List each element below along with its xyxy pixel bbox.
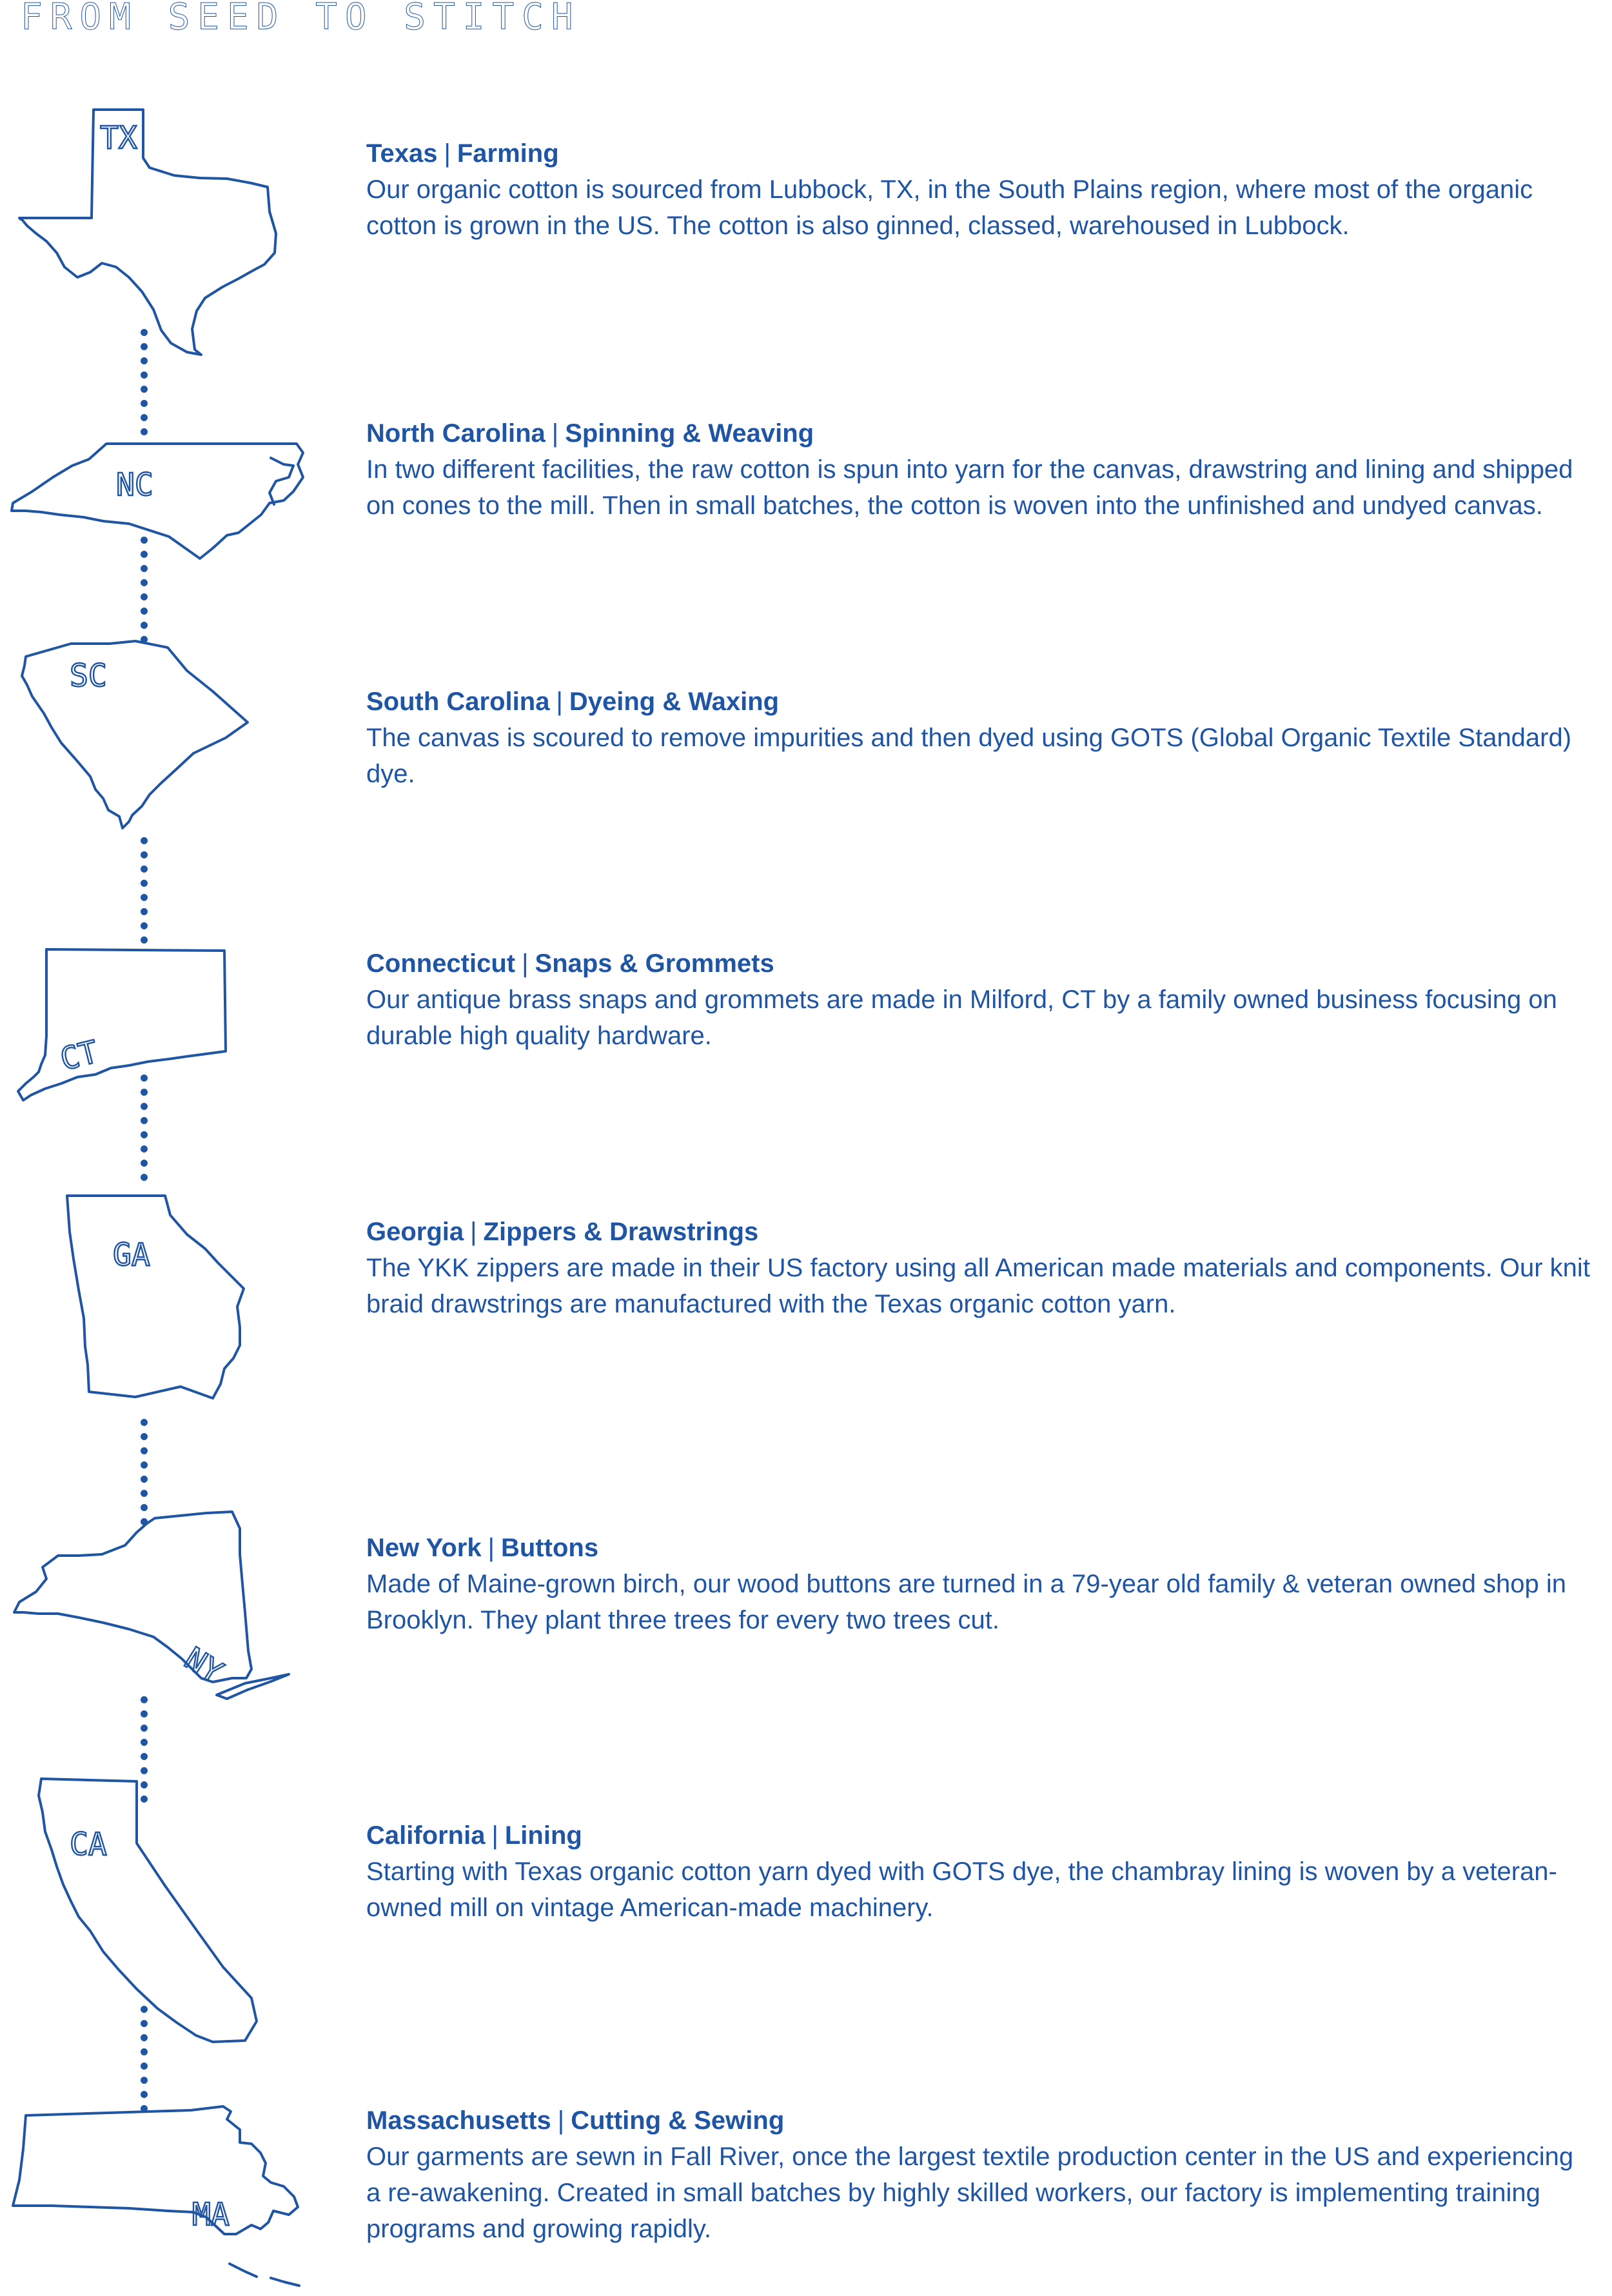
- connector-dots: [137, 837, 150, 951]
- step-state: North Carolina: [366, 419, 546, 448]
- texas-map-icon: [0, 103, 310, 374]
- step-description: In two different facilities, the raw cotton is spun into yarn for the canvas, drawstring and lining and shipped on cones to the mill. Then in small batches, the cotton is woven into the unfinished and undyed canvas.: [366, 455, 1573, 520]
- california-abbr: CA: [70, 1826, 107, 1863]
- south-carolina-abbr: SC: [70, 658, 107, 694]
- massachusetts-map-icon: [0, 2103, 310, 2296]
- step-state: Massachusetts: [366, 2106, 551, 2135]
- step-stage: Farming: [457, 139, 559, 168]
- step-description: The canvas is scoured to remove impurities and then dyed using GOTS (Global Organic Textile Standard) dye.: [366, 724, 1572, 788]
- step-stage: Zippers & Drawstrings: [483, 1218, 759, 1246]
- massachusetts-abbr: MA: [192, 2197, 230, 2233]
- step-state: Texas: [366, 139, 438, 168]
- connector-dots: [137, 1074, 150, 1188]
- step-stage: Spinning & Weaving: [565, 419, 814, 448]
- connector-dots: [137, 537, 150, 650]
- step-description: Starting with Texas organic cotton yarn dyed with GOTS dye, the chambray lining is woven by a veteran-owned mill on vintage American-made machinery.: [366, 1857, 1557, 1922]
- step-description: Made of Maine-grown birch, our wood buttons are turned in a 79-year old family & veteran owned shop in Brooklyn. They plant three trees for every two trees cut.: [366, 1570, 1567, 1634]
- step-stage: Snaps & Grommets: [535, 949, 774, 978]
- new-york-map-icon: [0, 1509, 303, 1728]
- step-description: Our garments are sewn in Fall River, once the largest textile production center in the US and experiencing a re-awakening. Created in small batches by highly skilled workers, our factory is implementing training programs and growing rapidly.: [366, 2143, 1574, 2243]
- step-description: The YKK zippers are made in their US factory using all American made materials and components. Our knit braid drawstrings are manufactured with the Texas organic cotton yarn.: [366, 1254, 1590, 1318]
- step-stage: Cutting & Sewing: [571, 2106, 785, 2135]
- georgia-abbr: GA: [113, 1237, 150, 1273]
- connecticut-map-icon: [0, 945, 245, 1100]
- south-carolina-map-icon: [0, 640, 271, 833]
- new-york-abbr: NY: [178, 1640, 230, 1691]
- north-carolina-map-icon: [0, 439, 322, 568]
- connector-dots: [137, 329, 150, 442]
- step-stage: Dyeing & Waxing: [569, 688, 780, 716]
- georgia-map-icon: [0, 1193, 271, 1406]
- connecticut-abbr: CT: [57, 1033, 102, 1078]
- step-state: California: [366, 1821, 486, 1850]
- step-state: New York: [366, 1534, 482, 1562]
- step-state: Connecticut: [366, 949, 516, 978]
- step-description: Our antique brass snaps and grommets are made in Milford, CT by a family owned business focusing on durable high quality hardware.: [366, 985, 1557, 1050]
- texas-abbr: TX: [100, 120, 137, 156]
- step-state: South Carolina: [366, 688, 550, 716]
- step-stage: Buttons: [500, 1534, 599, 1562]
- step-stage: Lining: [504, 1821, 582, 1850]
- page-title: FROM SEED TO STITCH: [21, 0, 581, 38]
- north-carolina-abbr: NC: [116, 467, 153, 503]
- step-description: Our organic cotton is sourced from Lubbock, TX, in the South Plains region, where most of the organic cotton is grown in the US. The cotton is also ginned, classed, warehoused in Lubbock.: [366, 175, 1533, 240]
- step-state: Georgia: [366, 1218, 464, 1246]
